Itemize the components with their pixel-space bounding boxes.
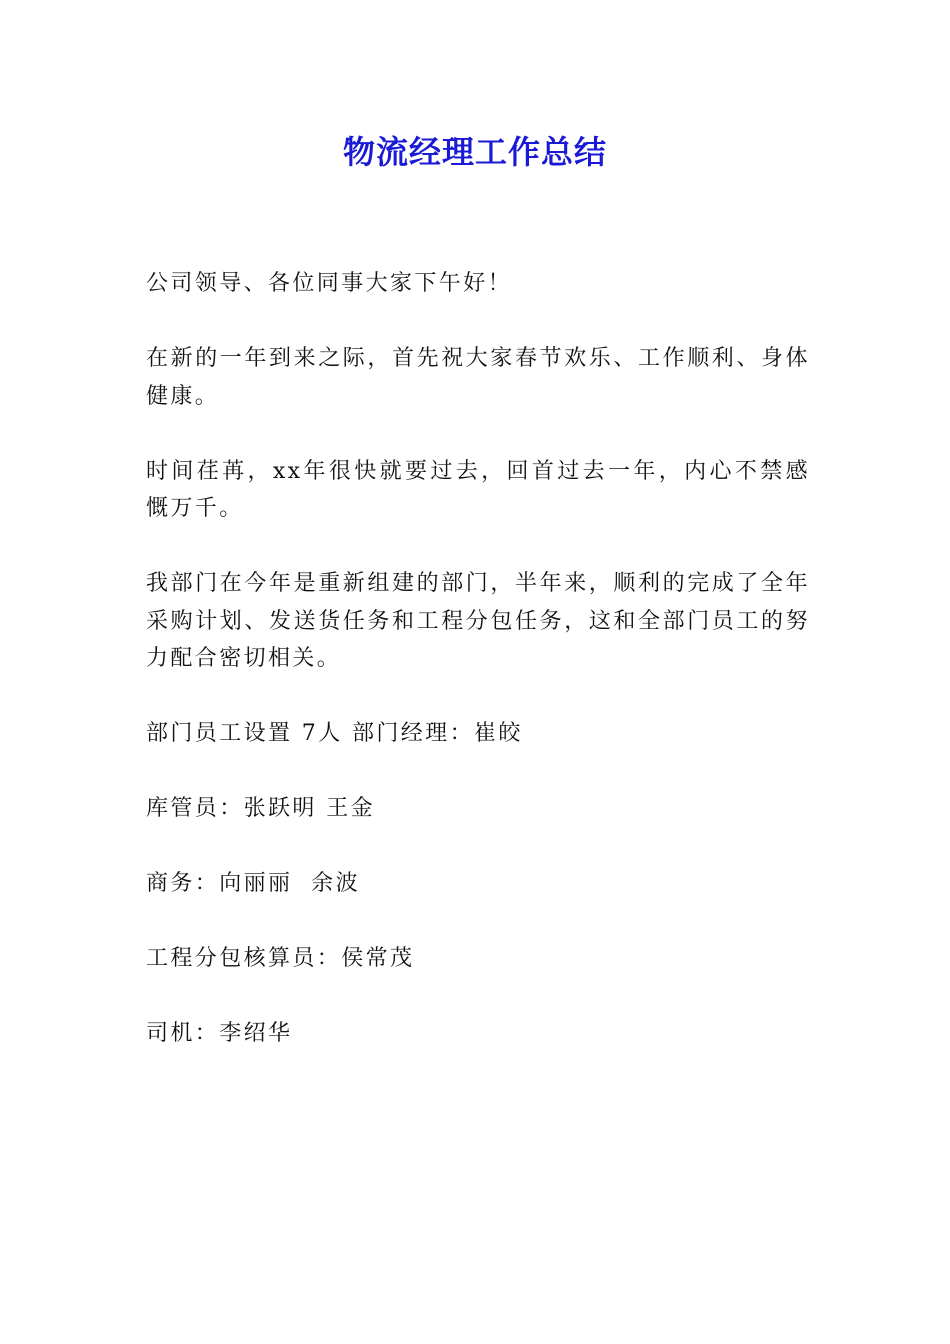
paragraph-new-year-wishes: 在新的一年到来之际，首先祝大家春节欢乐、工作顺利、身体健康。 <box>146 346 810 409</box>
document-title: 物流经理工作总结 <box>342 133 607 171</box>
paragraph-warehouse-keepers: 库管员：张跃明 王金 <box>146 796 375 821</box>
paragraph-driver: 司机：李绍华 <box>146 1021 293 1046</box>
paragraph-subcontract-accountant: 工程分包核算员：侯常茂 <box>146 946 415 971</box>
paragraph-business-staff: 商务：向丽丽 余波 <box>146 871 360 896</box>
document-body <box>146 265 810 1090</box>
paragraph-time-passing: 时间荏苒，xx年很快就要过去，回首过去一年，内心不禁感慨万千。 <box>146 458 810 521</box>
paragraph-greeting: 公司领导、各位同事大家下午好！ <box>146 271 513 296</box>
paragraph-staff-setup: 部门员工设置 7人 部门经理：崔皎 <box>146 721 523 746</box>
paragraph-department-summary: 我部门在今年是重新组建的部门，半年来，顺利的完成了全年采购计划、发送货任务和工程分包任务，这和全部门员工的努力配合密切相关。 <box>146 571 810 671</box>
